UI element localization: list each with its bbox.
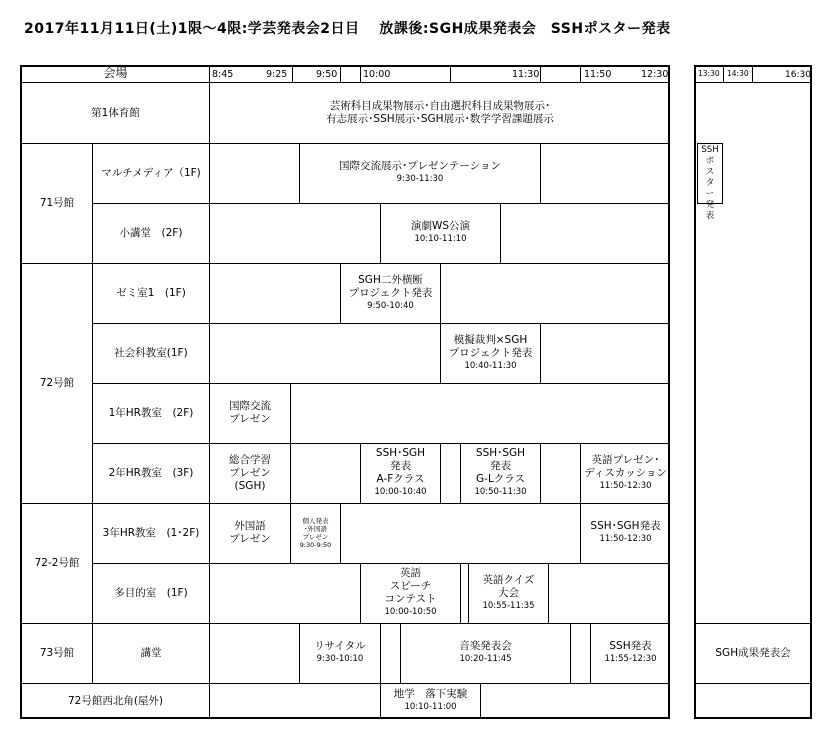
event-individual: 個人発表 ･外国語 プレゼン 9:30-9:50 bbox=[299, 517, 332, 549]
event-english-discussion: 英語プレゼン･ ディスカッション 11:50-12:30 bbox=[584, 453, 667, 491]
event-general-study: 総合学習 プレゼン (SGH) bbox=[229, 453, 271, 492]
right-time-1330: 13:30 bbox=[698, 69, 720, 78]
event-ssh-sgh-3rd: SSH･SGH発表 11:50-12:30 bbox=[590, 520, 661, 544]
event-ssh-presentation: SSH発表 11:55-12:30 bbox=[604, 640, 657, 664]
event-foreign-lang: 外国語 プレゼン bbox=[229, 520, 271, 545]
building-72: 72号館 bbox=[39, 376, 75, 389]
right-time-1430: 14:30 bbox=[727, 69, 749, 78]
event-mock-trial: 模擬裁判×SGH プロジェクト発表 10:40-11:30 bbox=[448, 333, 533, 371]
event-ssh-sgh-af: SSH･SGH 発表 A-Fクラス 10:00-10:40 bbox=[374, 447, 427, 497]
building-72-2: 72-2号館 bbox=[34, 556, 80, 569]
room-auditorium: 講堂 bbox=[140, 646, 162, 659]
time-1130: 11:30 bbox=[512, 69, 540, 80]
event-intl-exchange: 国際交流展示･プレゼンテーション 9:30-11:30 bbox=[339, 160, 501, 184]
building-73: 73号館 bbox=[39, 646, 75, 659]
time-950: 9:50 bbox=[316, 69, 338, 80]
event-sgh-cross: SGH二外横断 プロジェクト発表 9:50-10:40 bbox=[348, 273, 433, 311]
room-hr3: 3年HR教室 (1･2F) bbox=[102, 526, 200, 539]
time-925: 9:25 bbox=[266, 69, 288, 80]
time-1230: 12:30 bbox=[641, 69, 669, 80]
event-english-quiz: 英語クイズ 大会 10:55-11:35 bbox=[482, 573, 535, 611]
room-multipurpose: 多目的室 (1F) bbox=[114, 586, 188, 599]
room-hr2: 2年HR教室 (3F) bbox=[108, 466, 194, 479]
time-1000: 10:00 bbox=[363, 69, 391, 80]
event-recital: リサイタル 9:30-10:10 bbox=[314, 640, 366, 664]
time-1150: 11:50 bbox=[584, 69, 612, 80]
right-time-1630: 16:30 bbox=[785, 70, 811, 80]
room-seminar: ゼミ室1 (1F) bbox=[116, 286, 186, 299]
time-845: 8:45 bbox=[212, 69, 234, 80]
event-ssh-sgh-gl: SSH･SGH 発表 G-Lクラス 10:50-11:30 bbox=[474, 447, 527, 497]
sgh-results-presentation: SGH成果発表会 bbox=[715, 647, 791, 659]
event-gym-exhibition: 芸術科目成果物展示･自由選択科目成果物展示･ 有志展示･SSH展示･SGH展示･数学学習課題展示 bbox=[326, 100, 554, 125]
venue-header: 会場 bbox=[103, 66, 128, 80]
event-geology-drop: 地学 落下実験 10:10-11:00 bbox=[393, 688, 468, 712]
building-71: 71号館 bbox=[39, 196, 75, 209]
building-gym: 第1体育館 bbox=[91, 106, 140, 119]
building-outdoor: 72号館西北角(屋外) bbox=[67, 694, 164, 707]
room-social-studies: 社会科教室(1F) bbox=[114, 346, 188, 359]
event-intl-presentation: 国際交流 プレゼン bbox=[229, 400, 271, 425]
event-drama-ws: 演劇WS公演 10:10-11:10 bbox=[410, 220, 471, 244]
ssh-poster-label: SSH ポ ス タ ー 発 表 bbox=[701, 145, 719, 221]
page-title: 2017年11月11日(土)1限～4限:学芸発表会2日目 放課後:SGH成果発表会 SSHポスター発表 bbox=[24, 21, 671, 37]
room-small-hall: 小講堂 (2F) bbox=[119, 226, 183, 239]
event-speech-contest: 英語 スピーチ コンテスト 10:00-10:50 bbox=[384, 567, 437, 617]
room-hr1: 1年HR教室 (2F) bbox=[108, 406, 194, 419]
event-music: 音楽発表会 10:20-11:45 bbox=[459, 640, 512, 664]
room-multimedia: マルチメディア（1F) bbox=[101, 166, 201, 179]
